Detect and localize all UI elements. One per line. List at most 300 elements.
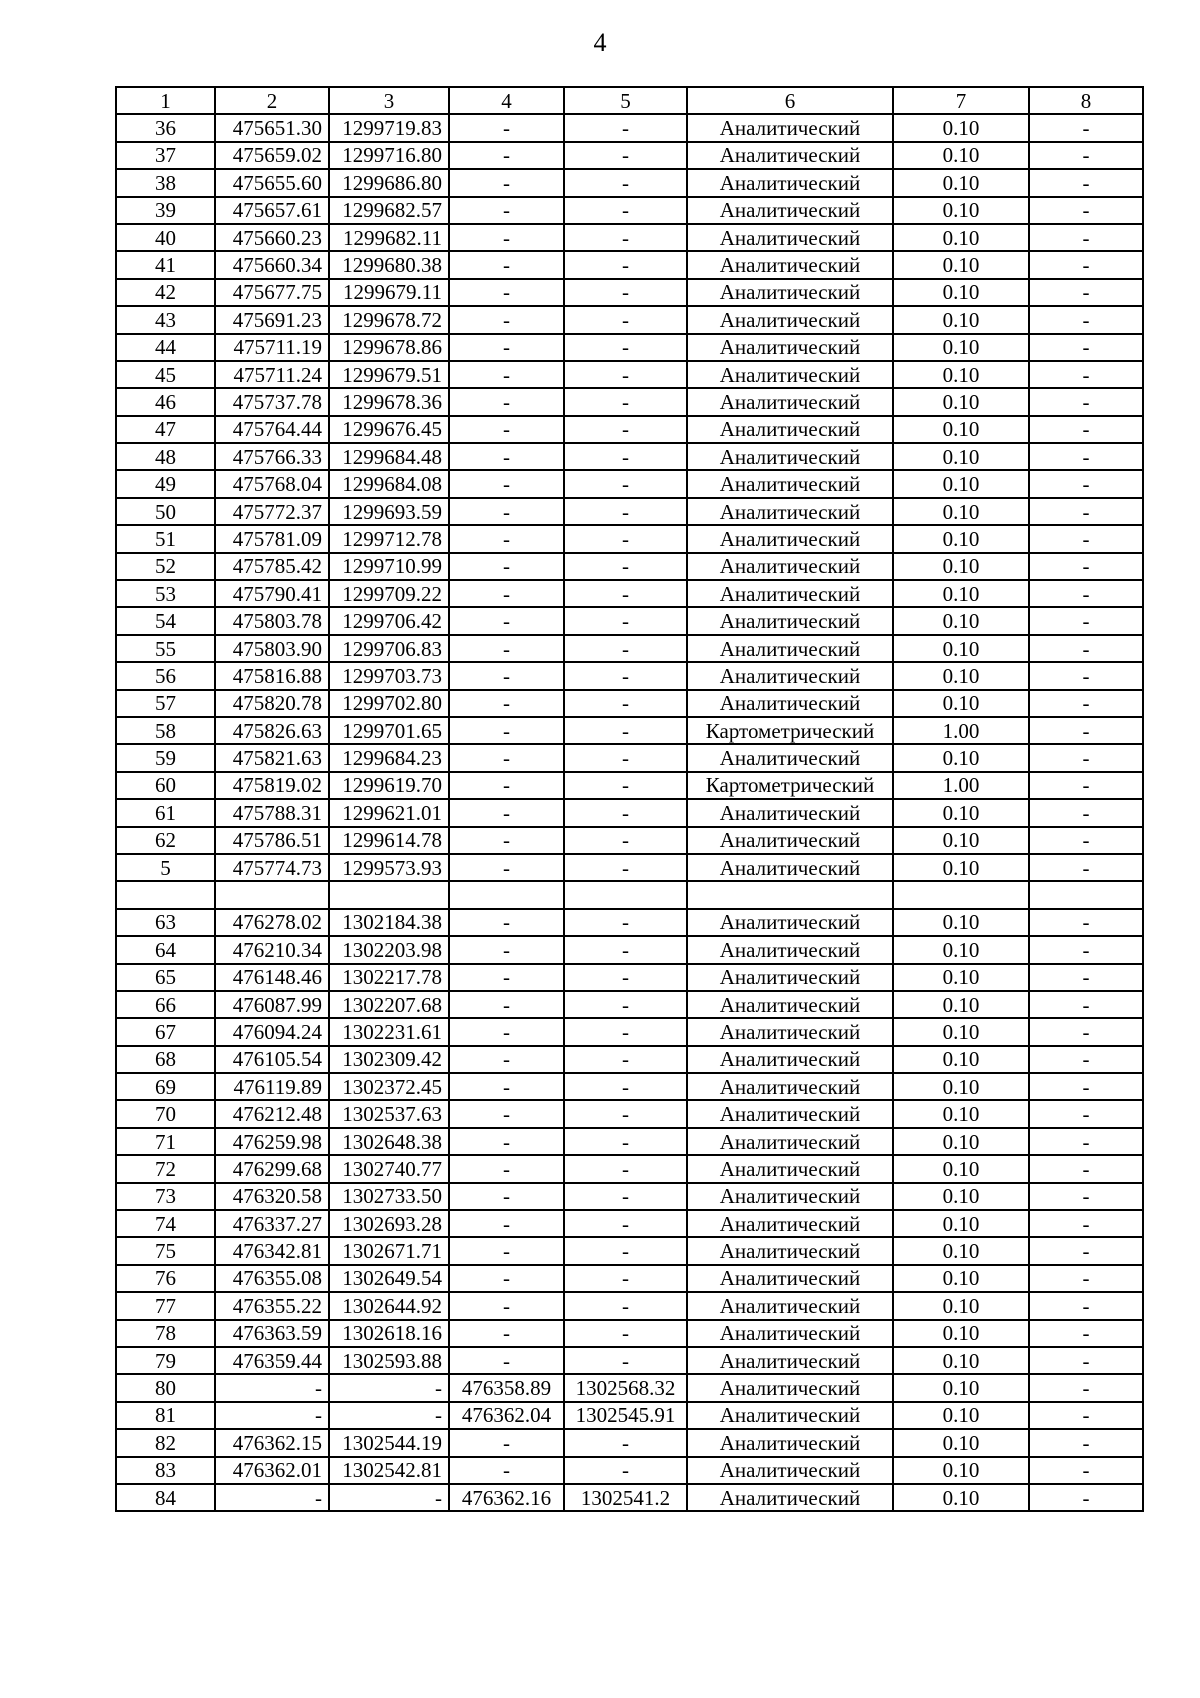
- point-number-cell: 67: [116, 1018, 215, 1045]
- accuracy-cell: 0.10: [893, 1128, 1029, 1155]
- point-number-cell: 54: [116, 607, 215, 634]
- y-coord-alt-cell: -: [564, 1183, 687, 1210]
- y-coord-cell: 1299614.78: [329, 827, 449, 854]
- description-cell: -: [1029, 1347, 1143, 1374]
- x-coord-alt-cell: -: [449, 827, 564, 854]
- x-coord-cell: 475677.75: [215, 279, 329, 306]
- y-coord-cell: 1299676.45: [329, 416, 449, 443]
- x-coord-alt-cell: -: [449, 1183, 564, 1210]
- accuracy-cell: 0.10: [893, 1237, 1029, 1264]
- table-row: [116, 553, 1143, 580]
- column-header: 7: [893, 87, 1029, 114]
- x-coord-cell: 475826.63: [215, 717, 329, 744]
- point-number-cell: 47: [116, 416, 215, 443]
- table-row: [116, 470, 1143, 497]
- x-coord-cell: -: [215, 1402, 329, 1429]
- y-coord-alt-cell: -: [564, 607, 687, 634]
- method-cell: [687, 881, 893, 908]
- x-coord-alt-cell: -: [449, 388, 564, 415]
- y-coord-alt-cell: -: [564, 1457, 687, 1484]
- y-coord-alt-cell: -: [564, 279, 687, 306]
- y-coord-alt-cell: -: [564, 580, 687, 607]
- point-number-cell: 37: [116, 142, 215, 169]
- y-coord-alt-cell: -: [564, 251, 687, 278]
- accuracy-cell: 0.10: [893, 306, 1029, 333]
- y-coord-alt-cell: -: [564, 772, 687, 799]
- x-coord-cell: 476299.68: [215, 1155, 329, 1182]
- point-number-cell: 39: [116, 197, 215, 224]
- point-number-cell: 77: [116, 1292, 215, 1319]
- description-cell: -: [1029, 635, 1143, 662]
- accuracy-cell: 0.10: [893, 607, 1029, 634]
- accuracy-cell: 0.10: [893, 1457, 1029, 1484]
- table-row: [116, 881, 1143, 908]
- method-cell: Аналитический: [687, 1128, 893, 1155]
- y-coord-cell: 1299703.73: [329, 662, 449, 689]
- table-row: [116, 525, 1143, 552]
- accuracy-cell: 0.10: [893, 1155, 1029, 1182]
- method-cell: Аналитический: [687, 991, 893, 1018]
- description-cell: -: [1029, 1374, 1143, 1401]
- y-coord-alt-cell: -: [564, 635, 687, 662]
- accuracy-cell: 0.10: [893, 416, 1029, 443]
- x-coord-alt-cell: -: [449, 1100, 564, 1127]
- y-coord-alt-cell: -: [564, 224, 687, 251]
- x-coord-alt-cell: 476358.89: [449, 1374, 564, 1401]
- point-number-cell: 48: [116, 443, 215, 470]
- table-row: [116, 690, 1143, 717]
- x-coord-cell: [215, 881, 329, 908]
- description-cell: -: [1029, 416, 1143, 443]
- accuracy-cell: 0.10: [893, 470, 1029, 497]
- description-cell: -: [1029, 498, 1143, 525]
- description-cell: -: [1029, 1292, 1143, 1319]
- method-cell: Аналитический: [687, 388, 893, 415]
- x-coord-cell: 476087.99: [215, 991, 329, 1018]
- x-coord-alt-cell: -: [449, 279, 564, 306]
- x-coord-cell: 476342.81: [215, 1237, 329, 1264]
- description-cell: -: [1029, 279, 1143, 306]
- table-row: [116, 854, 1143, 881]
- table-row: [116, 1073, 1143, 1100]
- point-number-cell: 41: [116, 251, 215, 278]
- point-number-cell: 65: [116, 964, 215, 991]
- x-coord-cell: 475816.88: [215, 662, 329, 689]
- method-cell: Аналитический: [687, 1347, 893, 1374]
- description-cell: -: [1029, 1237, 1143, 1264]
- y-coord-alt-cell: -: [564, 1320, 687, 1347]
- y-coord-cell: 1302542.81: [329, 1457, 449, 1484]
- method-cell: Аналитический: [687, 553, 893, 580]
- description-cell: -: [1029, 909, 1143, 936]
- method-cell: Аналитический: [687, 498, 893, 525]
- y-coord-cell: 1299701.65: [329, 717, 449, 744]
- x-coord-alt-cell: -: [449, 690, 564, 717]
- method-cell: Аналитический: [687, 1183, 893, 1210]
- column-header: 6: [687, 87, 893, 114]
- description-cell: -: [1029, 1046, 1143, 1073]
- table-row: [116, 306, 1143, 333]
- y-coord-alt-cell: -: [564, 717, 687, 744]
- y-coord-cell: 1299679.11: [329, 279, 449, 306]
- x-coord-alt-cell: -: [449, 662, 564, 689]
- method-cell: Аналитический: [687, 1018, 893, 1045]
- table-row: [116, 909, 1143, 936]
- y-coord-alt-cell: -: [564, 1347, 687, 1374]
- x-coord-cell: 476362.01: [215, 1457, 329, 1484]
- y-coord-cell: 1299686.80: [329, 169, 449, 196]
- y-coord-alt-cell: -: [564, 1128, 687, 1155]
- x-coord-cell: 476259.98: [215, 1128, 329, 1155]
- y-coord-alt-cell: -: [564, 854, 687, 881]
- y-coord-cell: 1299621.01: [329, 799, 449, 826]
- accuracy-cell: 0.10: [893, 388, 1029, 415]
- method-cell: Аналитический: [687, 1374, 893, 1401]
- description-cell: -: [1029, 799, 1143, 826]
- y-coord-cell: 1302309.42: [329, 1046, 449, 1073]
- table-row: [116, 224, 1143, 251]
- y-coord-alt-cell: -: [564, 142, 687, 169]
- y-coord-cell: 1302207.68: [329, 991, 449, 1018]
- method-cell: Картометрический: [687, 717, 893, 744]
- accuracy-cell: 0.10: [893, 964, 1029, 991]
- point-number-cell: 61: [116, 799, 215, 826]
- method-cell: Аналитический: [687, 334, 893, 361]
- x-coord-alt-cell: -: [449, 854, 564, 881]
- accuracy-cell: 1.00: [893, 717, 1029, 744]
- point-number-cell: 79: [116, 1347, 215, 1374]
- y-coord-cell: 1299678.86: [329, 334, 449, 361]
- x-coord-cell: 476362.15: [215, 1429, 329, 1456]
- x-coord-cell: 476278.02: [215, 909, 329, 936]
- table-row: [116, 1128, 1143, 1155]
- method-cell: Аналитический: [687, 1100, 893, 1127]
- y-coord-alt-cell: -: [564, 936, 687, 963]
- x-coord-cell: 476320.58: [215, 1183, 329, 1210]
- y-coord-alt-cell: -: [564, 1073, 687, 1100]
- y-coord-alt-cell: -: [564, 388, 687, 415]
- accuracy-cell: 0.10: [893, 1100, 1029, 1127]
- x-coord-cell: 475790.41: [215, 580, 329, 607]
- description-cell: -: [1029, 1155, 1143, 1182]
- accuracy-cell: 0.10: [893, 690, 1029, 717]
- method-cell: Картометрический: [687, 772, 893, 799]
- accuracy-cell: 0.10: [893, 1374, 1029, 1401]
- method-cell: Аналитический: [687, 306, 893, 333]
- point-number-cell: 60: [116, 772, 215, 799]
- description-cell: -: [1029, 991, 1143, 1018]
- point-number-cell: 64: [116, 936, 215, 963]
- x-coord-alt-cell: 476362.16: [449, 1484, 564, 1511]
- point-number-cell: 56: [116, 662, 215, 689]
- table-row: [116, 1402, 1143, 1429]
- table-row: [116, 1320, 1143, 1347]
- method-cell: Аналитический: [687, 1073, 893, 1100]
- x-coord-alt-cell: -: [449, 772, 564, 799]
- y-coord-cell: 1302671.71: [329, 1237, 449, 1264]
- accuracy-cell: 0.10: [893, 279, 1029, 306]
- y-coord-alt-cell: -: [564, 964, 687, 991]
- y-coord-alt-cell: [564, 881, 687, 908]
- method-cell: Аналитический: [687, 1265, 893, 1292]
- x-coord-alt-cell: -: [449, 169, 564, 196]
- point-number-cell: 80: [116, 1374, 215, 1401]
- header-row: [116, 87, 1143, 114]
- y-coord-cell: 1299680.38: [329, 251, 449, 278]
- table-row: [116, 662, 1143, 689]
- column-header: 3: [329, 87, 449, 114]
- y-coord-cell: 1299710.99: [329, 553, 449, 580]
- y-coord-cell: 1299702.80: [329, 690, 449, 717]
- accuracy-cell: 0.10: [893, 361, 1029, 388]
- description-cell: -: [1029, 306, 1143, 333]
- x-coord-cell: 475764.44: [215, 416, 329, 443]
- description-cell: -: [1029, 142, 1143, 169]
- description-cell: -: [1029, 936, 1143, 963]
- accuracy-cell: 0.10: [893, 498, 1029, 525]
- column-header: 4: [449, 87, 564, 114]
- accuracy-cell: 0.10: [893, 1183, 1029, 1210]
- y-coord-alt-cell: -: [564, 306, 687, 333]
- point-number-cell: 55: [116, 635, 215, 662]
- description-cell: -: [1029, 1457, 1143, 1484]
- x-coord-cell: 476148.46: [215, 964, 329, 991]
- table-row: [116, 1237, 1143, 1264]
- x-coord-alt-cell: -: [449, 142, 564, 169]
- method-cell: Аналитический: [687, 964, 893, 991]
- x-coord-alt-cell: -: [449, 1018, 564, 1045]
- method-cell: Аналитический: [687, 607, 893, 634]
- point-number-cell: 68: [116, 1046, 215, 1073]
- coordinates-table: [115, 86, 1144, 1512]
- accuracy-cell: 0.10: [893, 525, 1029, 552]
- x-coord-cell: 475691.23: [215, 306, 329, 333]
- table-header: [116, 87, 1143, 114]
- method-cell: Аналитический: [687, 1155, 893, 1182]
- point-number-cell: 73: [116, 1183, 215, 1210]
- y-coord-cell: 1302217.78: [329, 964, 449, 991]
- x-coord-cell: 476363.59: [215, 1320, 329, 1347]
- y-coord-cell: 1299679.51: [329, 361, 449, 388]
- y-coord-alt-cell: -: [564, 443, 687, 470]
- y-coord-cell: 1302740.77: [329, 1155, 449, 1182]
- table-row: [116, 1100, 1143, 1127]
- description-cell: -: [1029, 251, 1143, 278]
- x-coord-cell: 476355.08: [215, 1265, 329, 1292]
- x-coord-cell: 476094.24: [215, 1018, 329, 1045]
- x-coord-cell: 476355.22: [215, 1292, 329, 1319]
- point-number-cell: 53: [116, 580, 215, 607]
- point-number-cell: 76: [116, 1265, 215, 1292]
- point-number-cell: 44: [116, 334, 215, 361]
- table-row: [116, 443, 1143, 470]
- y-coord-alt-cell: 1302541.2: [564, 1484, 687, 1511]
- x-coord-alt-cell: -: [449, 224, 564, 251]
- y-coord-alt-cell: -: [564, 197, 687, 224]
- description-cell: -: [1029, 197, 1143, 224]
- accuracy-cell: 0.10: [893, 251, 1029, 278]
- x-coord-cell: 476212.48: [215, 1100, 329, 1127]
- table-row: [116, 416, 1143, 443]
- table-row: [116, 251, 1143, 278]
- method-cell: Аналитический: [687, 197, 893, 224]
- table-row: [116, 169, 1143, 196]
- x-coord-cell: 475772.37: [215, 498, 329, 525]
- point-number-cell: 70: [116, 1100, 215, 1127]
- y-coord-cell: 1299709.22: [329, 580, 449, 607]
- accuracy-cell: 0.10: [893, 224, 1029, 251]
- x-coord-cell: 476119.89: [215, 1073, 329, 1100]
- x-coord-alt-cell: -: [449, 1155, 564, 1182]
- description-cell: -: [1029, 827, 1143, 854]
- y-coord-alt-cell: -: [564, 470, 687, 497]
- x-coord-alt-cell: -: [449, 580, 564, 607]
- y-coord-alt-cell: -: [564, 1018, 687, 1045]
- point-number-cell: 43: [116, 306, 215, 333]
- y-coord-cell: 1302648.38: [329, 1128, 449, 1155]
- description-cell: -: [1029, 662, 1143, 689]
- table-row: [116, 1374, 1143, 1401]
- description-cell: -: [1029, 114, 1143, 141]
- table-row: [116, 498, 1143, 525]
- description-cell: -: [1029, 1128, 1143, 1155]
- page-number: 4: [593, 28, 607, 57]
- x-coord-cell: 476337.27: [215, 1210, 329, 1237]
- x-coord-cell: 475660.23: [215, 224, 329, 251]
- x-coord-cell: 475820.78: [215, 690, 329, 717]
- y-coord-cell: 1299684.48: [329, 443, 449, 470]
- method-cell: Аналитический: [687, 416, 893, 443]
- x-coord-alt-cell: -: [449, 470, 564, 497]
- description-cell: -: [1029, 717, 1143, 744]
- x-coord-cell: 475781.09: [215, 525, 329, 552]
- method-cell: Аналитический: [687, 635, 893, 662]
- x-coord-alt-cell: -: [449, 799, 564, 826]
- accuracy-cell: 0.10: [893, 1018, 1029, 1045]
- description-cell: -: [1029, 470, 1143, 497]
- x-coord-cell: 475766.33: [215, 443, 329, 470]
- method-cell: Аналитический: [687, 690, 893, 717]
- x-coord-cell: 475655.60: [215, 169, 329, 196]
- table-row: [116, 1429, 1143, 1456]
- x-coord-cell: 475785.42: [215, 553, 329, 580]
- method-cell: Аналитический: [687, 169, 893, 196]
- y-coord-alt-cell: -: [564, 690, 687, 717]
- method-cell: Аналитический: [687, 142, 893, 169]
- column-header: 8: [1029, 87, 1143, 114]
- accuracy-cell: 0.10: [893, 553, 1029, 580]
- accuracy-cell: 0.10: [893, 1402, 1029, 1429]
- x-coord-alt-cell: -: [449, 1046, 564, 1073]
- x-coord-cell: 475768.04: [215, 470, 329, 497]
- y-coord-cell: 1299719.83: [329, 114, 449, 141]
- y-coord-cell: 1299684.23: [329, 744, 449, 771]
- accuracy-cell: 0.10: [893, 142, 1029, 169]
- y-coord-cell: 1299678.72: [329, 306, 449, 333]
- table-row: [116, 1046, 1143, 1073]
- point-number-cell: 72: [116, 1155, 215, 1182]
- x-coord-cell: 475657.61: [215, 197, 329, 224]
- description-cell: -: [1029, 443, 1143, 470]
- x-coord-alt-cell: -: [449, 909, 564, 936]
- point-number-cell: 52: [116, 553, 215, 580]
- table-row: [116, 580, 1143, 607]
- description-cell: [1029, 881, 1143, 908]
- table-row: [116, 334, 1143, 361]
- y-coord-cell: 1302184.38: [329, 909, 449, 936]
- description-cell: -: [1029, 1210, 1143, 1237]
- y-coord-cell: 1302618.16: [329, 1320, 449, 1347]
- y-coord-cell: 1299619.70: [329, 772, 449, 799]
- column-header: 2: [215, 87, 329, 114]
- accuracy-cell: 0.10: [893, 1292, 1029, 1319]
- description-cell: -: [1029, 1100, 1143, 1127]
- y-coord-cell: 1302372.45: [329, 1073, 449, 1100]
- x-coord-alt-cell: -: [449, 416, 564, 443]
- description-cell: -: [1029, 1183, 1143, 1210]
- x-coord-cell: 475737.78: [215, 388, 329, 415]
- accuracy-cell: 0.10: [893, 1210, 1029, 1237]
- x-coord-alt-cell: 476362.04: [449, 1402, 564, 1429]
- y-coord-cell: 1302231.61: [329, 1018, 449, 1045]
- description-cell: -: [1029, 580, 1143, 607]
- method-cell: Аналитический: [687, 744, 893, 771]
- accuracy-cell: 0.10: [893, 1265, 1029, 1292]
- method-cell: Аналитический: [687, 361, 893, 388]
- y-coord-cell: 1302203.98: [329, 936, 449, 963]
- column-header: 1: [116, 87, 215, 114]
- x-coord-alt-cell: -: [449, 334, 564, 361]
- table-row: [116, 1484, 1143, 1511]
- y-coord-cell: 1302693.28: [329, 1210, 449, 1237]
- table-row: [116, 964, 1143, 991]
- accuracy-cell: 0.10: [893, 854, 1029, 881]
- accuracy-cell: 0.10: [893, 1484, 1029, 1511]
- point-number-cell: 38: [116, 169, 215, 196]
- point-number-cell: 36: [116, 114, 215, 141]
- x-coord-alt-cell: -: [449, 936, 564, 963]
- method-cell: Аналитический: [687, 1046, 893, 1073]
- point-number-cell: 81: [116, 1402, 215, 1429]
- method-cell: Аналитический: [687, 1320, 893, 1347]
- y-coord-alt-cell: -: [564, 334, 687, 361]
- description-cell: -: [1029, 607, 1143, 634]
- accuracy-cell: 0.10: [893, 635, 1029, 662]
- accuracy-cell: 0.10: [893, 827, 1029, 854]
- table-row: [116, 1265, 1143, 1292]
- y-coord-alt-cell: -: [564, 114, 687, 141]
- y-coord-alt-cell: -: [564, 744, 687, 771]
- x-coord-alt-cell: -: [449, 114, 564, 141]
- method-cell: Аналитический: [687, 279, 893, 306]
- y-coord-cell: 1299716.80: [329, 142, 449, 169]
- description-cell: -: [1029, 388, 1143, 415]
- table-row: [116, 607, 1143, 634]
- description-cell: -: [1029, 553, 1143, 580]
- description-cell: -: [1029, 224, 1143, 251]
- method-cell: Аналитический: [687, 854, 893, 881]
- point-number-cell: 62: [116, 827, 215, 854]
- x-coord-alt-cell: -: [449, 1265, 564, 1292]
- y-coord-alt-cell: -: [564, 361, 687, 388]
- point-number-cell: 5: [116, 854, 215, 881]
- x-coord-alt-cell: -: [449, 443, 564, 470]
- description-cell: -: [1029, 772, 1143, 799]
- accuracy-cell: 0.10: [893, 662, 1029, 689]
- point-number-cell: 40: [116, 224, 215, 251]
- y-coord-cell: 1299573.93: [329, 854, 449, 881]
- method-cell: Аналитический: [687, 936, 893, 963]
